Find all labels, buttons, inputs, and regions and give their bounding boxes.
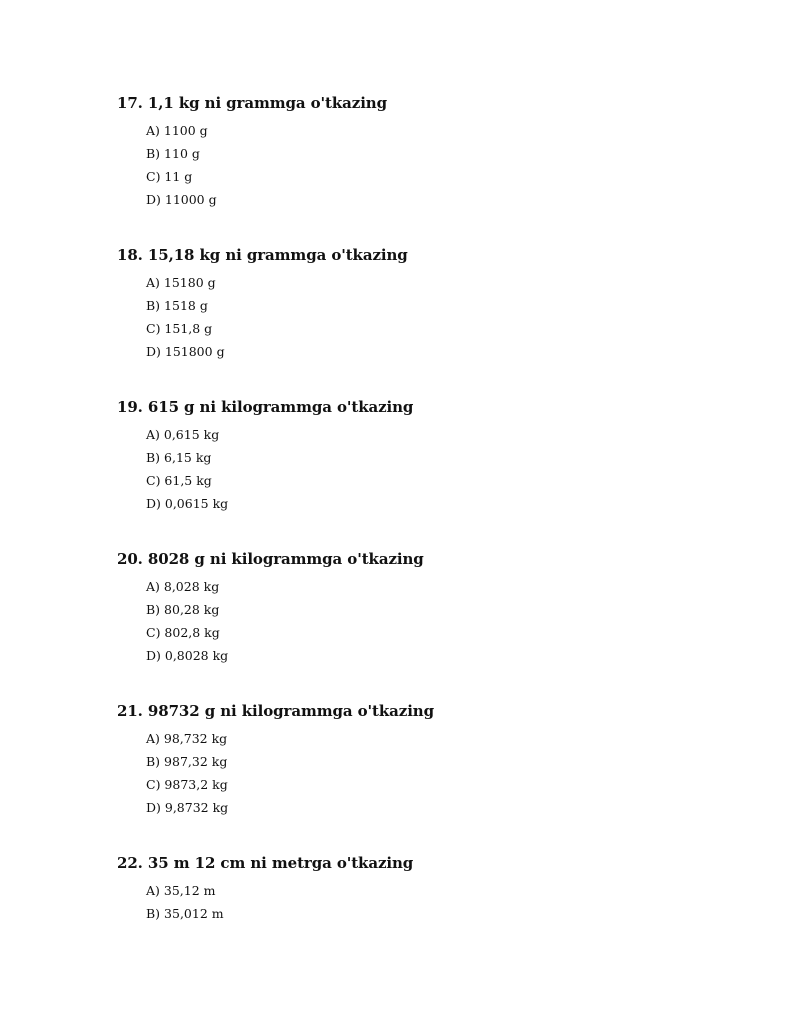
question-title: 22. 35 m 12 cm ni metrga o'tkazing [117,854,414,872]
question-title: 20. 8028 g ni kilogrammga o'tkazing [117,550,424,568]
option-c: C) 11 g [146,169,193,184]
option-list [146,727,228,819]
question-title: 21. 98732 g ni kilogrammga o'tkazing [117,702,434,720]
option-list [146,879,224,925]
option-a: A) 15180 g [146,275,216,290]
option-b: B) 80,28 kg [146,602,220,617]
option-c: C) 9873,2 kg [146,777,228,792]
question-20 [117,548,717,663]
option-b: B) 987,32 kg [146,754,228,769]
question-21 [117,700,717,815]
option-b: B) 1518 g [146,298,208,313]
option-b: B) 6,15 kg [146,450,212,465]
option-d: D) 11000 g [146,192,217,207]
option-b: B) 35,012 m [146,906,224,921]
question-18 [117,244,717,359]
question-title: 17. 1,1 kg ni grammga o'tkazing [117,94,387,112]
option-c: C) 151,8 g [146,321,213,336]
option-d: D) 0,0615 kg [146,496,229,511]
option-c: C) 802,8 kg [146,625,220,640]
option-list [146,423,228,515]
option-c: C) 61,5 kg [146,473,212,488]
option-list [146,119,217,211]
question-title: 18. 15,18 kg ni grammga o'tkazing [117,246,408,264]
question-title: 19. 615 g ni kilogrammga o'tkazing [117,398,414,416]
question-22 [117,852,717,921]
option-a: A) 35,12 m [146,883,216,898]
option-b: B) 110 g [146,146,200,161]
option-list [146,575,228,667]
option-a: A) 98,732 kg [146,731,228,746]
option-d: D) 9,8732 kg [146,800,229,815]
option-d: D) 151800 g [146,344,225,359]
option-a: A) 1100 g [146,123,208,138]
question-17 [117,92,717,207]
question-19 [117,396,717,511]
option-a: A) 8,028 kg [146,579,220,594]
option-d: D) 0,8028 kg [146,648,229,663]
option-list [146,271,225,363]
option-a: A) 0,615 kg [146,427,220,442]
